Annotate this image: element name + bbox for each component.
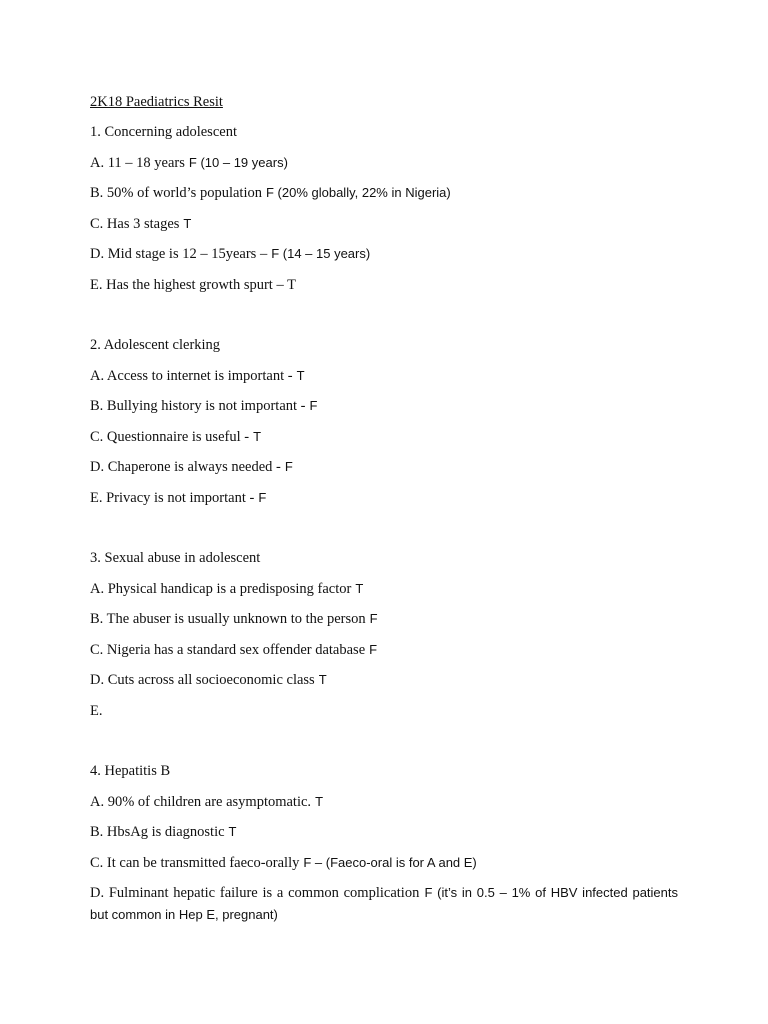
option-c (90, 639, 678, 670)
option-text: A. Access to internet is important - (90, 367, 293, 384)
option-text: B. 50% of world’s population (90, 185, 262, 201)
option-a (90, 791, 678, 822)
option-answer: T (253, 428, 262, 444)
option-text: A. Physical handicap is a predisposing factor (90, 580, 352, 597)
option-text: A. 11 – 18 years (90, 154, 185, 171)
option-text: E. (90, 702, 103, 719)
option-answer: T (228, 824, 237, 839)
option-b (90, 608, 678, 639)
option-answer: F (it’s in 0.5 – 1% of HBV infected patients but common in Hep E, pregnant) (90, 885, 679, 922)
option-answer: F (309, 398, 318, 413)
question-stem: 2. Adolescent clerking (90, 337, 221, 353)
option-text: D. Chaperone is always needed - (90, 459, 281, 475)
option-a (90, 578, 678, 609)
option-text: B. The abuser is usually unknown to the person (90, 611, 366, 627)
option-b (90, 821, 678, 852)
option-text: D. Fulminant hepatic failure is a common complication (90, 885, 420, 901)
option-answer: F (258, 489, 267, 505)
document-page (90, 91, 678, 926)
option-text: A. 90% of children are asymptomatic. (90, 793, 312, 810)
option-answer: F – (Faeco-oral is for A and E) (303, 854, 477, 870)
option-c (90, 852, 678, 883)
option-answer: F (20% globally, 22% in Nigeria) (265, 185, 451, 200)
option-answer: T (355, 580, 364, 596)
question-3 (90, 547, 678, 730)
option-text: C. It can be transmitted faeco-orally (90, 854, 300, 871)
question-stem: 3. Sexual abuse in adolescent (90, 550, 261, 566)
option-d (90, 456, 678, 487)
option-answer: F (284, 459, 293, 474)
option-e (90, 487, 678, 518)
option-d (90, 243, 678, 274)
option-answer: T (296, 367, 305, 383)
option-e (90, 700, 678, 731)
option-d (90, 669, 678, 700)
option-b (90, 182, 678, 213)
option-a (90, 365, 678, 396)
option-text: C. Nigeria has a standard sex offender database (90, 641, 366, 658)
question-stem: 1. Concerning adolescent (90, 124, 237, 140)
document-title: 2K18 Paediatrics Resit (90, 94, 223, 110)
option-text: C. Has 3 stages (90, 215, 180, 232)
option-text: D. Mid stage is 12 – 15years – (90, 246, 268, 262)
option-text: D. Cuts across all socioeconomic class (90, 672, 315, 688)
option-answer: F (10 – 19 years) (188, 154, 288, 170)
option-answer: T (183, 215, 192, 231)
option-text: E. Has the highest growth spurt – T (90, 276, 296, 293)
option-answer: F (369, 641, 378, 657)
option-text: B. Bullying history is not important - (90, 398, 306, 414)
option-answer: T (318, 672, 327, 687)
option-d (90, 882, 678, 926)
question-2 (90, 334, 678, 517)
option-e (90, 274, 678, 305)
option-answer: F (369, 611, 378, 626)
option-text: B. HbsAg is diagnostic (90, 824, 225, 840)
option-answer: T (315, 793, 324, 809)
option-answer: F (14 – 15 years) (271, 246, 371, 261)
question-1 (90, 121, 678, 304)
option-b (90, 395, 678, 426)
question-stem: 4. Hepatitis B (90, 763, 171, 779)
option-text: C. Questionnaire is useful - (90, 428, 250, 445)
question-4 (90, 760, 678, 926)
option-text: E. Privacy is not important - (90, 489, 255, 506)
option-c (90, 213, 678, 244)
option-a (90, 152, 678, 183)
option-c (90, 426, 678, 457)
